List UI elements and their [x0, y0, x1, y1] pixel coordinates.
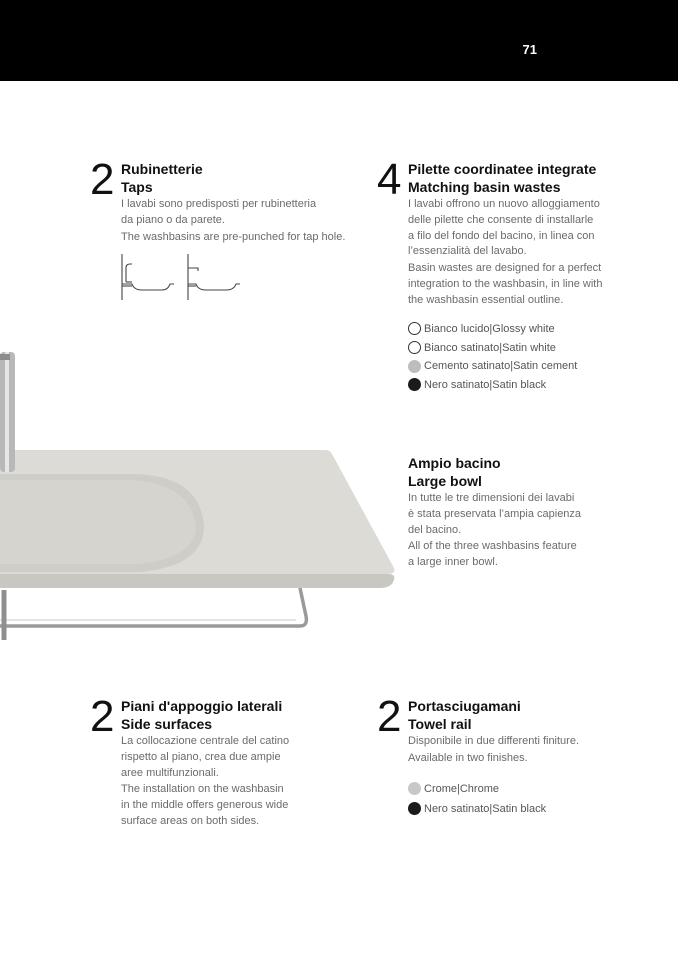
glossy-white-swatch-icon: [408, 322, 421, 335]
feature-text-en: The washbasins are pre-punched for tap hole.: [121, 230, 346, 243]
wall-mount-tap-diagram: [188, 254, 240, 300]
deck-mount-tap-diagram: [122, 254, 174, 300]
feature-text-it: In tutte le tre dimensioni dei lavabi è stata preservata l’ampia capienza del bacino.: [408, 492, 582, 536]
feature-text-en: The installation on the washbasin in the middle offers generous wide surface areas on both sides.: [121, 783, 289, 827]
satin-black-swatch-icon: [408, 802, 421, 815]
feature-title-it: Piani d'appoggio laterali: [121, 698, 283, 714]
finish-item: Nero satinato|Satin black: [408, 376, 602, 395]
feature-title-en: Matching basin wastes: [408, 179, 561, 195]
feature-large-bowl: [408, 454, 581, 571]
finish-item: Nero satinato|Satin black: [408, 799, 579, 819]
feature-text-en: All of the three washbasins feature a large inner bowl.: [408, 540, 577, 569]
feature-number: 2: [377, 692, 402, 741]
feature-text-en: Available in two finishes.: [408, 751, 528, 764]
tap-mounting-diagrams: [118, 252, 248, 302]
page-header-bar: [0, 0, 678, 81]
finish-list: [408, 320, 602, 395]
feature-number: 4: [377, 155, 402, 204]
feature-text-it: I lavabi sono predisposti per rubinetteria da piano o da parete.: [121, 198, 317, 226]
feature-number: 2: [90, 155, 115, 204]
page-number: 71: [522, 42, 537, 57]
finish-item: Cemento satinato|Satin cement: [408, 357, 602, 376]
feature-title-en: Large bowl: [408, 473, 482, 489]
feature-title-en: Towel rail: [408, 716, 472, 732]
faucet-illustration: [0, 352, 15, 472]
towel-rail-illustration: [0, 588, 306, 640]
feature-title-en: Taps: [121, 179, 153, 195]
feature-text-it: I lavabi offrono un nuovo alloggiamento delle pilette che consente di installarle a filo del fondo del bacino, in linea con l’essenzialità del lavabo.: [408, 198, 600, 258]
satin-black-swatch-icon: [408, 378, 421, 391]
chrome-swatch-icon: [408, 782, 421, 795]
finish-item: Crome|Chrome: [408, 779, 579, 799]
feature-title-it: Portasciugamani: [408, 698, 521, 714]
feature-title-it: Rubinetterie: [121, 161, 203, 177]
basin-front-edge: [0, 574, 394, 588]
washbasin-image: [0, 340, 400, 660]
feature-title-it: Ampio bacino: [408, 455, 501, 471]
finish-item: Bianco lucido|Glossy white: [408, 320, 602, 339]
feature-text-it: La collocazione centrale del catino rispetto al piano, crea due ampie aree multifunzionali.: [121, 735, 290, 779]
finish-item: Bianco satinato|Satin white: [408, 338, 602, 357]
feature-number: 2: [90, 692, 115, 741]
feature-title-it: Pilette coordinatee integrate: [408, 161, 597, 177]
satin-white-swatch-icon: [408, 341, 421, 354]
feature-text-it: Disponibile in due differenti finiture.: [408, 735, 580, 747]
feature-text-en: Basin wastes are designed for a perfect integration to the washbasin, in line with the washbasin essential outline.: [408, 262, 603, 306]
finish-list: [408, 779, 579, 819]
feature-title-en: Side surfaces: [121, 716, 213, 732]
satin-cement-swatch-icon: [408, 360, 421, 373]
